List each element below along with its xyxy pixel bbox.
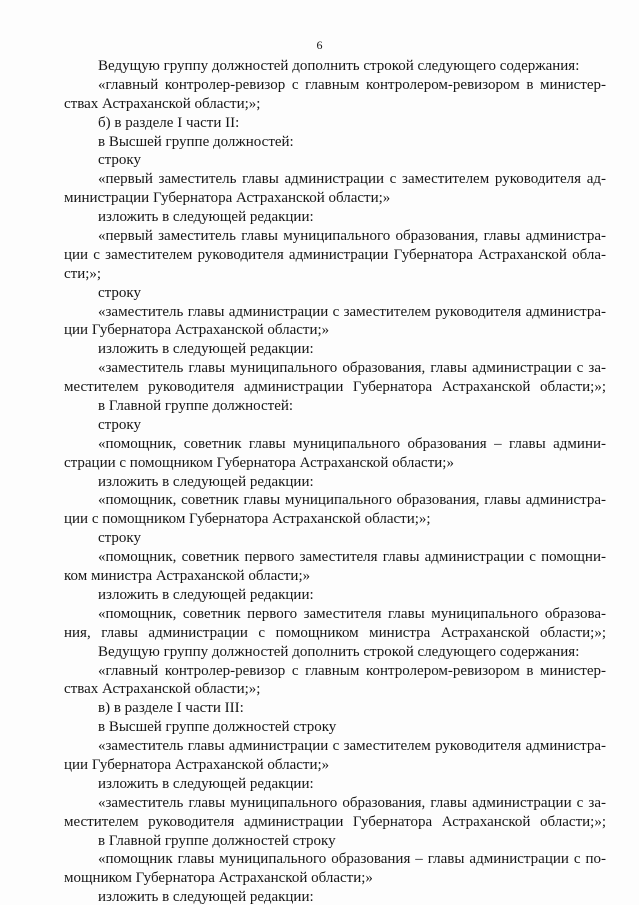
text-line: «заместитель главы администрации с заместителем руководителя администра- <box>98 303 606 320</box>
text-line: изложить в следующей редакции: <box>98 341 314 358</box>
text-line: «помощник, советник главы муниципального образования, главы администра- <box>98 492 606 509</box>
text-line: строку <box>98 530 141 547</box>
text-line: ком министра Астраханской области;» <box>64 568 311 585</box>
text-line: Ведущую группу должностей дополнить строкой следующего содержания: <box>98 58 580 74</box>
text-line: изложить в следующей редакции: <box>98 586 314 603</box>
text-line: изложить в следующей редакции: <box>98 889 314 906</box>
text-line: б) в разделе I части II: <box>98 114 240 131</box>
text-line: изложить в следующей редакции: <box>98 775 314 792</box>
text-line: «заместитель главы муниципального образования, главы администрации с за- <box>98 794 606 811</box>
text-line: «главный контролер-ревизор с главным контролером-ревизором в министер- <box>98 662 606 679</box>
text-line: ции с помощником Губернатора Астраханской области;»; <box>64 511 431 528</box>
text-line: в Высшей группе должностей: <box>98 133 294 150</box>
text-line: ствах Астраханской области;»; <box>64 681 261 698</box>
text-line: сти;»; <box>64 265 102 282</box>
page-number: 6 <box>316 38 323 52</box>
text-line: строку <box>98 416 141 433</box>
text-line: ции с заместителем руководителя администрации Губернатора Астраханской обла- <box>64 246 606 263</box>
text-line: в Главной группе должностей: <box>98 398 294 415</box>
text-line: «помощник, советник первого заместителя главы муниципального образова- <box>98 605 606 622</box>
text-line: в Главной группе должностей строку <box>98 832 336 849</box>
text-line: в) в разделе I части III: <box>98 700 244 717</box>
text-line: местителем руководителя администрации Губернатора Астраханской области;»; <box>64 813 606 830</box>
text-line: в Высшей группе должностей строку <box>98 719 337 736</box>
text-line: местителем руководителя администрации Губернатора Астраханской области;»; <box>64 379 606 396</box>
text-line: ствах Астраханской области;»; <box>64 95 261 112</box>
text-line: «заместитель главы муниципального образования, главы администрации с за- <box>98 360 606 377</box>
text-line: «помощник главы муниципального образования – главы администрации с по- <box>98 851 606 868</box>
text-line: «первый заместитель главы муниципального образования, главы администра- <box>98 228 606 245</box>
text-line: изложить в следующей редакции: <box>98 473 314 490</box>
text-line: «заместитель главы администрации с заместителем руководителя администра- <box>98 738 606 755</box>
text-line: министрации Губернатора Астраханской области;» <box>64 190 391 207</box>
text-line: строку <box>98 152 141 169</box>
text-line: изложить в следующей редакции: <box>98 209 314 226</box>
text-line: «первый заместитель главы администрации с заместителем руководителя ад- <box>98 171 606 188</box>
text-line: ния, главы администрации с помощником министра Астраханской области;»; <box>64 624 606 641</box>
text-line: ции Губернатора Астраханской области;» <box>64 756 330 773</box>
text-line: мощником Губернатора Астраханской области;» <box>64 870 373 887</box>
document-body <box>64 57 606 907</box>
text-line: Ведущую группу должностей дополнить строкой следующего содержания: <box>98 643 580 660</box>
text-line: строку <box>98 284 141 301</box>
text-line: «главный контролер-ревизор с главным контролером-ревизором в министер- <box>98 76 606 93</box>
text-line: «помощник, советник главы муниципального образования – главы админи- <box>98 435 606 452</box>
text-line: ции Губернатора Астраханской области;» <box>64 322 330 339</box>
text-line: страции с помощником Губернатора Астраханской области;» <box>64 454 454 471</box>
text-line: «помощник, советник первого заместителя главы администрации с помощни- <box>98 549 606 566</box>
